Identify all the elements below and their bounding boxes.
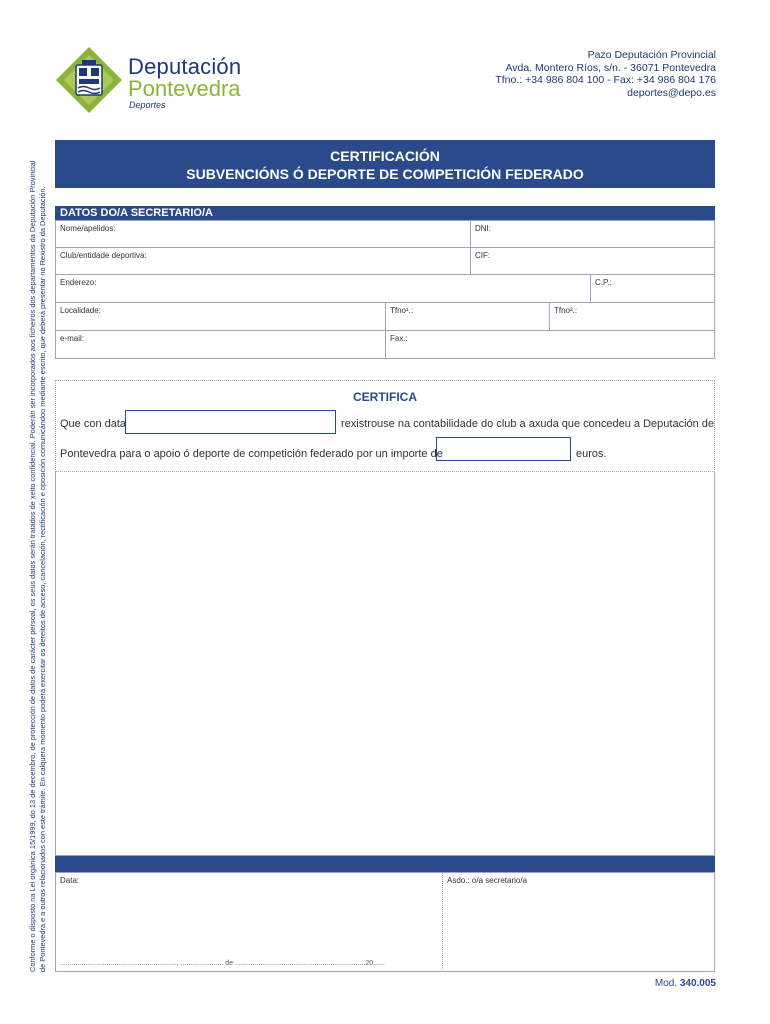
localidade-field[interactable] xyxy=(55,302,386,331)
enderezo-label: Enderezo: xyxy=(60,278,97,287)
address-line: Pazo Deputación Provincial xyxy=(587,49,716,61)
legal-notice xyxy=(28,142,47,972)
signature-divider xyxy=(442,872,444,972)
fax-label: Fax.: xyxy=(390,334,408,343)
title-line1: CERTIFICACIÓN xyxy=(330,148,440,164)
address-line: Tfno.: +34 986 804 100 - Fax: +34 986 804 176 xyxy=(495,74,716,86)
brand-department: Deportes xyxy=(129,100,166,110)
certifica-text-4: euros. xyxy=(576,448,607,460)
brand-name-line2: Pontevedra xyxy=(128,76,241,101)
club-field[interactable] xyxy=(55,247,471,275)
address-email: deportes@depo.es xyxy=(627,86,716,99)
model-prefix: Mod. xyxy=(654,978,678,989)
localidade-label: Localidade: xyxy=(60,306,101,315)
brand-name-line1: Deputación xyxy=(128,54,242,79)
address-block xyxy=(495,49,716,99)
cif-field[interactable] xyxy=(470,247,715,275)
dni-label: DNI: xyxy=(475,224,491,233)
title-line2: SUBVENCIÓNS Ó DEPORTE DE COMPETICIÓN FEDERADO xyxy=(186,166,584,182)
enderezo-field[interactable] xyxy=(55,274,591,303)
fecha-input[interactable] xyxy=(125,410,336,434)
tfno1-field[interactable] xyxy=(385,302,550,331)
signature-section xyxy=(55,872,715,972)
castle-shield-icon xyxy=(54,45,124,115)
email-field[interactable] xyxy=(55,330,386,359)
logo xyxy=(54,45,124,115)
fax-field[interactable] xyxy=(385,330,715,359)
cp-label: C.P.: xyxy=(595,278,612,287)
nome-field[interactable] xyxy=(55,220,471,248)
form-title xyxy=(55,140,715,188)
data-label: Data: xyxy=(60,876,80,885)
model-code: 340.005 xyxy=(679,978,716,989)
certifica-text-2: rexistrouse na contabilidade do club a axuda que concedeu a Deputación de xyxy=(341,418,715,430)
legal-notice-line: de Pontevedra e a outros relacionados con este trámite. En calquera momento poderá exercitar os dereitos de acceso, cancelación, rectificación e oposición comunicándoo mediante escrito, que deberá presentar no Rexistro da Deputación. xyxy=(37,186,47,972)
certifica-text-1: Que con data xyxy=(60,418,127,430)
date-line[interactable]: ............................................................, ...................... de ...................................................................20...... xyxy=(60,960,385,967)
asdo-label: Asdo.: o/a secretario/a xyxy=(447,876,528,885)
dni-field[interactable] xyxy=(470,220,715,248)
certifica-heading: CERTIFICA xyxy=(353,390,417,404)
tfno1-label: Tfno¹.: xyxy=(390,306,414,315)
certifica-text-3: Pontevedra para o apoio ó deporte de competición federado por un importe de xyxy=(60,448,443,460)
club-label: Club/entidade deportiva: xyxy=(60,251,147,260)
legal-notice-line: Conforme o disposto na Lei orgánica 15/1999, do 13 de decembro, de protección de datos de carácter persoal, os seus datos serán tratados de xeito confidencial. Poderán ser incorporados aos ficheiros dos departamentos da Deputación Provincial xyxy=(28,160,37,972)
signature-header-bar xyxy=(55,856,715,872)
importe-input[interactable] xyxy=(436,437,571,461)
tfno2-field[interactable] xyxy=(549,302,715,331)
nome-label: Nome/apelidos: xyxy=(60,224,116,233)
cif-label: CIF: xyxy=(475,251,491,260)
model-number xyxy=(655,978,716,989)
section-header-secretary: DATOS DO/A SECRETARIO/A xyxy=(55,206,715,220)
email-label: e-mail: xyxy=(60,334,85,343)
tfno2-label: Tfno².: xyxy=(554,306,578,315)
cp-field[interactable] xyxy=(590,274,715,303)
address-line: Avda. Montero Ríos, s/n. - 36071 Pontevedra xyxy=(505,61,716,74)
observations-area[interactable] xyxy=(55,472,715,856)
